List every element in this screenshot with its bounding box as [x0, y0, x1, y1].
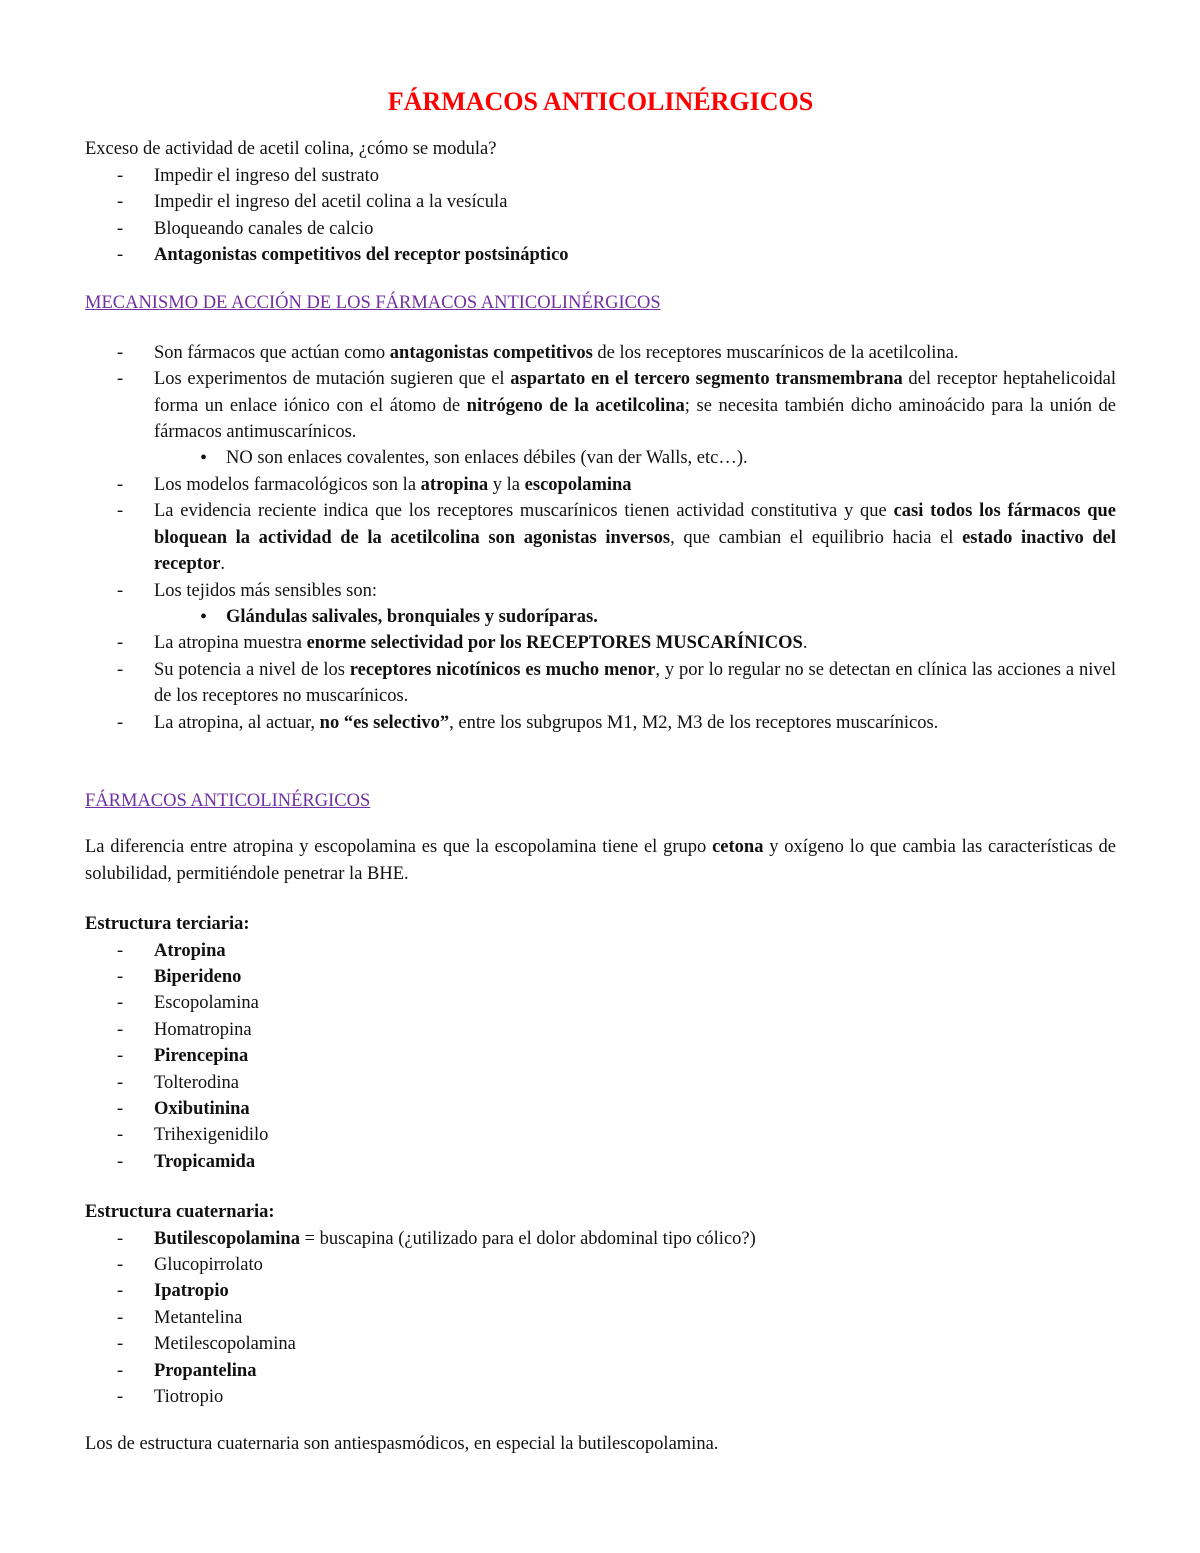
list-item [85, 710, 1116, 736]
text: Su potencia a nivel de los [154, 659, 350, 680]
drug-name: Tiotropio [154, 1387, 224, 1408]
tertiary-list [85, 938, 1116, 1176]
text: del receptor heptahelicoidal forma un enlace iónico con el átomo de [154, 369, 1117, 416]
text: y oxígeno lo que cambia las características de solubilidad, permitiéndole penetrar la BHE. [85, 837, 1116, 884]
tertiary-heading: Estructura terciaria: [85, 914, 250, 935]
intro-list [85, 163, 1116, 269]
drug-list-item [85, 1096, 1116, 1122]
bullet-item: • NO son enlaces covalentes, son enlaces débiles (van der Walls, etc…). [154, 445, 1116, 471]
text: La evidencia reciente indica que los receptores muscarínicos tienen actividad constitutiva y que [154, 501, 894, 522]
drug-list-item [85, 964, 1116, 990]
bold-text: escopolamina [524, 474, 632, 495]
bold-text: casi todos los fármacos que bloquean la actividad de la acetilcolina son agonistas inversos [154, 501, 1116, 548]
text: La atropina, al actuar, [154, 712, 320, 733]
bold-text: Glándulas salivales, bronquiales y sudoríparas. [226, 606, 598, 627]
drugs-heading[interactable]: FÁRMACOS ANTICOLINÉRGICOS [85, 790, 371, 811]
drug-name: Homatropina [154, 1019, 252, 1040]
mechanism-heading[interactable]: MECANISMO DE ACCIÓN DE LOS FÁRMACOS ANTICOLINÉRGICOS [85, 293, 661, 314]
bold-text: Antagonistas competitivos del receptor postsináptico [154, 245, 569, 266]
list-item [85, 578, 1116, 631]
text: Los experimentos de mutación sugieren que el [154, 369, 511, 390]
list-item [85, 242, 1116, 268]
sub-bullet-list [154, 445, 1116, 471]
list-item: - Bloqueando canales de calcio [85, 216, 1116, 242]
bold-text: Butilescopolamina [154, 1228, 300, 1249]
drug-list-item [85, 1122, 1116, 1148]
drug-list-item [85, 1358, 1116, 1384]
bullet-item [154, 604, 1116, 630]
text: La diferencia entre atropina y escopolamina es que la escopolamina tiene el grupo [85, 837, 713, 858]
mechanism-list [85, 340, 1116, 736]
text: ; se necesita también dicho aminoácido para la unión de fármacos antimuscarínicos. [154, 395, 1116, 443]
drug-list-item [85, 1331, 1116, 1357]
drug-name: Metantelina [154, 1307, 243, 1328]
bold-text: enorme selectividad por los RECEPTORES MUSCARÍNICOS [306, 633, 803, 654]
drug-name: Oxibutinina [154, 1099, 250, 1119]
text: y la [488, 474, 525, 495]
intro-question: Exceso de actividad de acetil colina, ¿cómo se modula? [85, 139, 497, 160]
drug-list-item [85, 938, 1116, 964]
bold-text: receptores nicotínicos es mucho menor [349, 659, 656, 680]
drug-name: Propantelina [154, 1360, 257, 1381]
sub-bullet-list [154, 604, 1116, 630]
drug-name: Ipatropio [154, 1281, 229, 1302]
text: de los receptores muscarínicos de la acetilcolina. [592, 342, 959, 363]
text: . [220, 554, 226, 575]
list-item [85, 657, 1116, 710]
bold-text: cetona [712, 837, 764, 858]
text: Los modelos farmacológicos son la [154, 474, 421, 495]
list-item [85, 366, 1116, 472]
drug-name: Glucopirrolato [154, 1255, 263, 1276]
bold-text: aspartato en el tercero segmento transmembrana [510, 369, 903, 390]
list-item [85, 630, 1116, 656]
document-title: FÁRMACOS ANTICOLINÉRGICOS [387, 87, 814, 116]
drugs-paragraph [85, 834, 1116, 887]
drug-list-item [85, 1305, 1116, 1331]
text: , que cambian el equilibrio hacia el [670, 527, 963, 548]
bold-text: nitrógeno de la acetilcolina [466, 395, 685, 416]
drug-list-item [85, 1043, 1116, 1069]
bold-text: estado inactivo del receptor [154, 527, 1116, 575]
drug-name: Biperideno [154, 966, 242, 987]
drug-name: Tolterodina [154, 1072, 240, 1093]
drug-name: Trihexigenidilo [154, 1125, 269, 1146]
text: . [802, 633, 808, 654]
bold-text: antagonistas competitivos [389, 342, 593, 363]
drug-name: Pirencepina [154, 1046, 249, 1067]
drug-list-item [85, 1017, 1116, 1043]
closing-paragraph: Los de estructura cuaternaria son antiespasmódicos, en especial la butilescopolamina. [85, 1434, 719, 1455]
drug-list-item [85, 1252, 1116, 1278]
drug-list-item [85, 1278, 1116, 1304]
drug-list-item [85, 990, 1116, 1016]
list-item [85, 472, 1116, 498]
drug-name: Atropina [154, 940, 226, 961]
list-item [85, 498, 1116, 577]
quaternary-list [85, 1226, 1116, 1411]
drug-name: Metilescopolamina [154, 1334, 296, 1355]
drug-list-item [85, 1384, 1116, 1410]
drug-list-item [85, 1149, 1116, 1175]
bold-text: no “es selectivo” [319, 712, 450, 733]
quaternary-heading: Estructura cuaternaria: [85, 1202, 275, 1223]
drug-name: Escopolamina [154, 993, 259, 1014]
text: Son fármacos que actúan como [154, 342, 390, 363]
bold-text: atropina [420, 474, 489, 495]
list-item: - Impedir el ingreso del sustrato [85, 163, 1116, 189]
drug-name: Tropicamida [154, 1151, 256, 1172]
text: La atropina muestra [154, 633, 307, 654]
drug-list-item [85, 1070, 1116, 1096]
text: , y por lo regular no se detectan en clínica las acciones a nivel de los receptores no muscarínicos. [154, 659, 1116, 707]
text: = buscapina (¿utilizado para el dolor abdominal tipo cólico?) [299, 1228, 756, 1249]
list-item [85, 1226, 1116, 1252]
list-item [85, 340, 1116, 366]
text: , entre los subgrupos M1, M2, M3 de los receptores muscarínicos. [449, 712, 939, 733]
list-item: - Impedir el ingreso del acetil colina a la vesícula [85, 189, 1116, 215]
text: Los tejidos más sensibles son: [154, 580, 378, 601]
